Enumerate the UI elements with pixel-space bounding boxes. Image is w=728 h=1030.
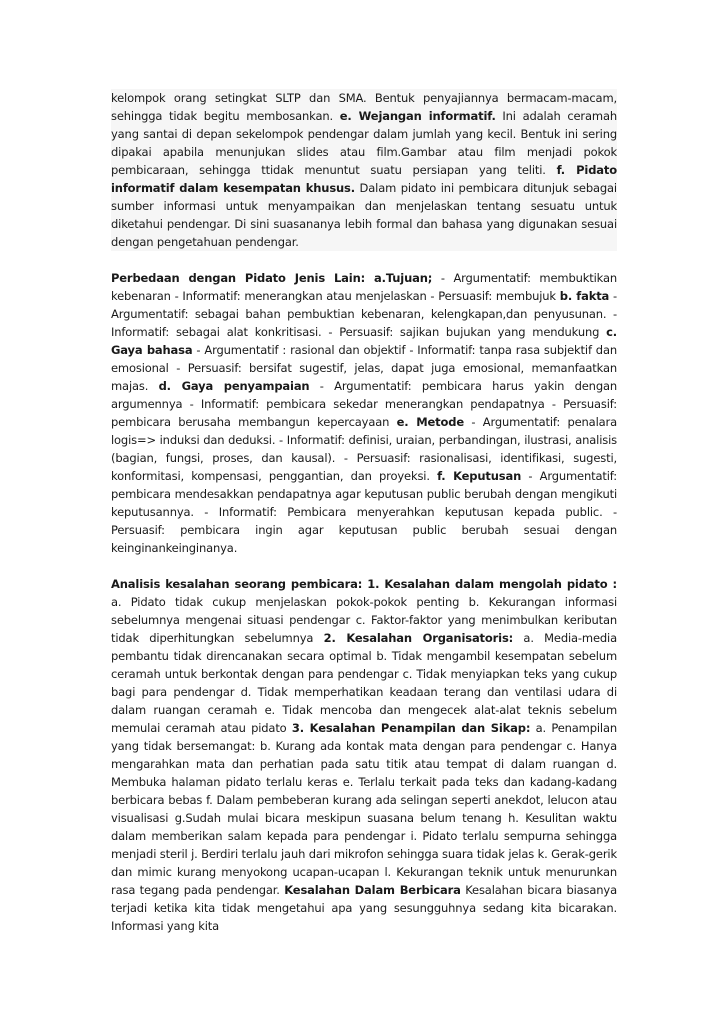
body-text: a. Penampilan yang tidak bersemangat: b. Kurang ada kontak mata dengan para pendengar c. Hanya mengarahkan mata dan perhatian pada satu titik atau tempat di dalam ruangan d. Membuka halaman pidato terlalu keras e. Terlalu terkait pada teks dan kadang-kadang berbicara bebas f. Dalam pembeberan kurang ada selingan seperti anekdot, lelucon atau visualisasi g.Sudah mulai bicara meskipun suasana belum tenang h. Kesulitan waktu dalam memberikan salam kepada para pendengar i. Pidato terlalu sempurna sehingga menjadi steril j. Berdiri terlalu jauh dari mikrofon sehingga suara tidak jelas k. Gerak-gerik dan mimic kurang menyokong ucapan-ucapan l. Kekurangan teknik untuk menurunkan rasa tegang pada pendengar. xyxy=(111,721,617,897)
paragraph-speaker-error-analysis xyxy=(111,575,617,935)
body-text: -Argumentatif: sebagai bahan pembuktian kebenaran, kelengkapan,dan penyusunan. - Informatif: sebagai alat konkritisasi. - Persuasif: sajikan bujukan yang mendukung xyxy=(111,289,617,339)
bold-heading-text: c. Gaya bahasa xyxy=(111,325,617,357)
bold-heading-text: Kesalahan Dalam Berbicara xyxy=(284,883,461,897)
bold-heading-text: Analisis kesalahan seorang pembicara: 1. Kesalahan dalam mengolah pidato : xyxy=(111,577,617,591)
body-text: - Argumentatif: pembicara harus yakin dengan argumennya - Informatif: pembicara sekedar menerangkan pendapatnya - Persuasif: pembicara berusaha membangun kepercayaan xyxy=(111,379,617,429)
bold-heading-text: f. Keputusan xyxy=(437,469,522,483)
body-text: - Argumentatif: penalara logis=> induksi dan deduksi. - Informatif: definisi, uraian, perbandingan, ilustrasi, analisis (bagian, fungsi, proses, dan kausal). - Persuasif: rasionalisasi, identifikasi, sugesti, konformitasi, kompensasi, penggantian, dan proyeksi. xyxy=(111,415,617,483)
bold-heading-text: e. Metode xyxy=(396,415,464,429)
body-text: - Argumentatif: pembicara mendesakkan pendapatnya agar keputusan public berubah dengan mengikuti keputusannya. - Informatif: Pembicara menyerahkan keputusan kepada public. - Persuasif: pembicara ingin agar keputusan public berubah sesuai dengan keinginankeinginanya. xyxy=(111,469,617,555)
bold-heading-text: b. fakta xyxy=(559,289,610,303)
bold-heading-text: e. Wejangan informatif. xyxy=(339,109,496,123)
body-text: - Argumentatif : rasional dan objektif - Informatif: tanpa rasa subjektif dan emosional - Persuasif: bersifat sugestif, jelas, dapat juga emosional, memanfaatkan majas. xyxy=(111,343,617,393)
body-text: Dalam pidato ini pembicara ditunjuk sebagai sumber informasi untuk menyampaikan dan menjelaskan tentang sesuatu untuk diketahui pendengar. Di sini suasananya lebih formal dan bahasa yang digunakan sesuai dengan pengetahuan pendengar. xyxy=(111,181,617,249)
bold-heading-text: Perbedaan dengan Pidato Jenis Lain: a.Tujuan; xyxy=(111,271,433,285)
bold-heading-text: f. Pidato informatif dalam kesempatan khusus. xyxy=(111,163,617,195)
body-text: Ini adalah ceramah yang santai di depan sekelompok pendengar dalam jumlah yang kecil. Bentuk ini sering dipakai apabila menunjukan slides atau film.Gambar atau film menjadi pokok pembicaraan, sehingga ttidak menuntut suatu persiapan yang teliti. xyxy=(111,109,617,177)
body-text: kelompok orang setingkat SLTP dan SMA. Bentuk penyajiannya bermacam-macam, sehingga tidak begitu membosankan. xyxy=(111,91,617,123)
bold-heading-text: 2. Kesalahan Organisatoris: xyxy=(323,631,514,645)
body-text: - Argumentatif: membuktikan kebenaran - Informatif: menerangkan atau menjelaskan - Persuasif: membujuk xyxy=(111,271,617,303)
body-text: a. Pidato tidak cukup menjelaskan pokok-pokok penting b. Kekurangan informasi sebelumnya mengenai situasi pendengar c. Faktor-faktor yang menimbulkan keributan tidak diperhitungkan sebelumnya xyxy=(111,595,617,645)
document-body xyxy=(111,89,617,935)
bold-heading-text: d. Gaya penyampaian xyxy=(158,379,310,393)
paragraph-speech-differences xyxy=(111,269,617,557)
paragraph-informative-speech-types xyxy=(111,89,617,251)
body-text: Kesalahan bicara biasanya terjadi ketika kita tidak mengetahui apa yang sesungguhnya sedang kita bicarakan. Informasi yang kita xyxy=(111,883,617,933)
bold-heading-text: 3. Kesalahan Penampilan dan Sikap: xyxy=(291,721,531,735)
body-text: a. Media-media pembantu tidak direncanakan secara optimal b. Tidak mengambil kesempatan sebelum ceramah untuk berkontak dengan para pendengar c. Tidak menyiapkan teks yang cukup bagi para pendengar d. Tidak memperhatikan keadaan terang dan ventilasi udara di dalam ruangan ceramah e. Tidak mencoba dan mengecek alat-alat teknis sebelum memulai ceramah atau pidato xyxy=(111,631,617,735)
